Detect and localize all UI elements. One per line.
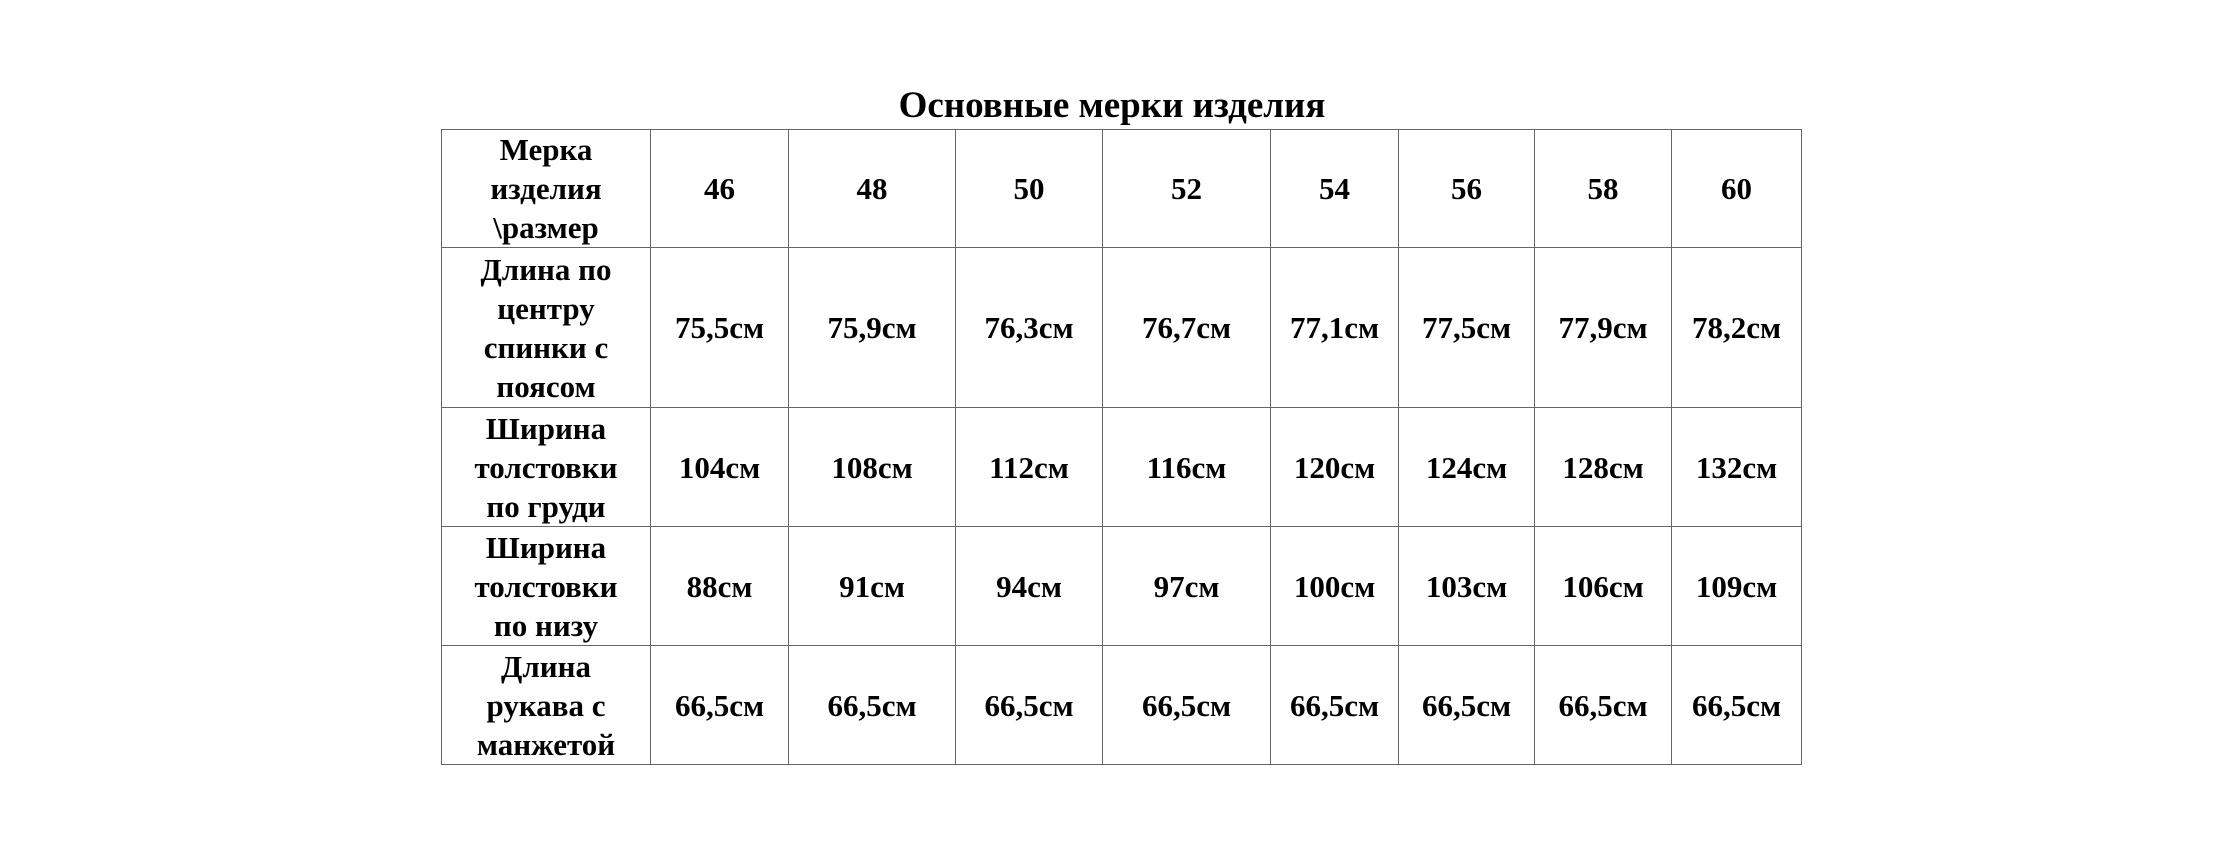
- value-text: 77,9см: [1558, 310, 1648, 345]
- value-text: 109см: [1695, 568, 1778, 604]
- row-label-cell: [442, 248, 651, 408]
- value-cell: [789, 527, 956, 646]
- value-cell: [1103, 408, 1271, 527]
- table-row: [442, 408, 1802, 527]
- value-cell: [1103, 248, 1271, 408]
- size-header-cell: [651, 130, 789, 248]
- measurements-table: [441, 129, 1802, 765]
- size-header-label: 46: [704, 171, 735, 206]
- size-header-cell: [1399, 130, 1535, 248]
- value-text: 103см: [1425, 568, 1508, 604]
- value-text: 66,5см: [674, 687, 765, 723]
- value-cell: [1103, 527, 1271, 646]
- row-label: Длина рукава с манжетой: [476, 648, 616, 762]
- size-header-label: 48: [856, 171, 888, 206]
- value-text: 132см: [1695, 449, 1778, 485]
- table-header-row: [442, 130, 1802, 248]
- value-cell: [1672, 527, 1802, 646]
- value-cell: [1103, 646, 1271, 765]
- value-text: 108см: [831, 449, 913, 485]
- page-title: [0, 82, 2236, 130]
- corner-header-cell: [442, 130, 651, 248]
- value-cell: [956, 248, 1103, 408]
- value-cell: [1672, 248, 1802, 408]
- value-cell: [651, 527, 789, 646]
- value-text: 91см: [839, 568, 905, 604]
- value-cell: [651, 646, 789, 765]
- value-text: 66,5см: [1558, 687, 1648, 723]
- value-text: 88см: [686, 568, 753, 604]
- value-cell: [1672, 408, 1802, 527]
- page-title-text: Основные мерки изделия: [898, 85, 1326, 126]
- size-header-label: 54: [1319, 171, 1350, 206]
- row-label: Длина по центру спинки с поясом: [480, 251, 612, 404]
- size-header-label: 58: [1587, 171, 1619, 206]
- value-text: 106см: [1562, 568, 1644, 604]
- value-cell: [956, 408, 1103, 527]
- value-text: 112см: [989, 449, 1069, 485]
- value-cell: [1535, 248, 1672, 408]
- size-header-label: 50: [1013, 171, 1045, 206]
- value-cell: [1535, 646, 1672, 765]
- value-cell: [1399, 527, 1535, 646]
- value-cell: [956, 527, 1103, 646]
- value-text: 94см: [996, 568, 1062, 604]
- value-text: 104см: [678, 449, 761, 485]
- value-text: 66,5см: [984, 687, 1074, 723]
- value-cell: [1271, 248, 1399, 408]
- value-text: 77,5см: [1421, 310, 1512, 345]
- row-label: Ширина толстовки по низу: [474, 529, 618, 643]
- value-cell: [1271, 646, 1399, 765]
- row-label-cell: [442, 527, 651, 646]
- value-cell: [1271, 408, 1399, 527]
- value-text: 66,5см: [827, 687, 917, 723]
- size-header-cell: [1271, 130, 1399, 248]
- value-text: 66,5см: [1421, 687, 1512, 723]
- value-text: 120см: [1293, 449, 1376, 485]
- value-text: 76,3см: [984, 310, 1074, 345]
- value-text: 77,1см: [1289, 310, 1380, 345]
- value-text: 75,9см: [827, 310, 917, 345]
- size-header-label: 60: [1721, 171, 1752, 206]
- value-text: 76,7см: [1141, 310, 1232, 345]
- value-cell: [1399, 408, 1535, 527]
- table-row: [442, 527, 1802, 646]
- size-header-cell: [789, 130, 956, 248]
- row-label-cell: [442, 408, 651, 527]
- value-text: 66,5см: [1289, 687, 1380, 723]
- value-cell: [956, 646, 1103, 765]
- value-cell: [651, 408, 789, 527]
- value-cell: [651, 248, 789, 408]
- value-text: 75,5см: [674, 310, 765, 345]
- size-header-cell: [1535, 130, 1672, 248]
- value-text: 100см: [1293, 568, 1376, 604]
- value-cell: [789, 248, 956, 408]
- size-header-cell: [1103, 130, 1271, 248]
- value-cell: [1271, 527, 1399, 646]
- value-text: 66,5см: [1141, 687, 1232, 723]
- value-text: 128см: [1562, 449, 1644, 485]
- value-text: 97см: [1153, 568, 1220, 604]
- value-text: 66,5см: [1691, 687, 1782, 723]
- size-header-cell: [956, 130, 1103, 248]
- row-label-cell: [442, 646, 651, 765]
- value-text: 78,2см: [1691, 310, 1782, 345]
- value-text: 124см: [1425, 449, 1508, 485]
- value-cell: [1399, 248, 1535, 408]
- table-row: [442, 248, 1802, 408]
- value-cell: [1535, 408, 1672, 527]
- value-cell: [1672, 646, 1802, 765]
- table-row: [442, 646, 1802, 765]
- corner-header-label: Мерка изделия \размер: [490, 132, 602, 245]
- size-header-cell: [1672, 130, 1802, 248]
- value-text: 116см: [1146, 449, 1227, 485]
- size-header-label: 56: [1451, 171, 1482, 206]
- value-cell: [789, 646, 956, 765]
- value-cell: [1535, 527, 1672, 646]
- row-label: Ширина толстовки по груди: [474, 410, 618, 524]
- size-header-label: 52: [1171, 171, 1202, 206]
- value-cell: [1399, 646, 1535, 765]
- value-cell: [789, 408, 956, 527]
